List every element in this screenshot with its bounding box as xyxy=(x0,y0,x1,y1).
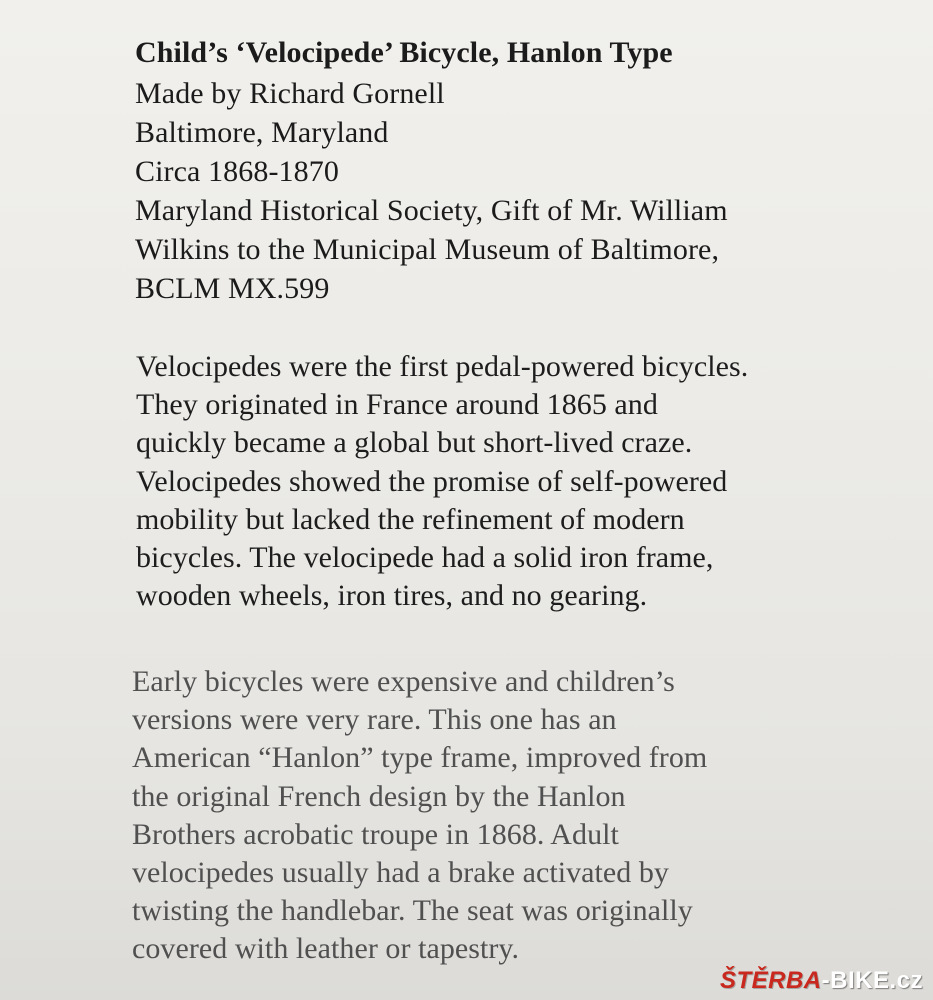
paragraph-2-line: Brothers acrobatic troupe in 1868. Adult xyxy=(132,817,619,851)
detail-accession-number: BCLM MX.599 xyxy=(135,272,330,305)
detail-credit-line-1: Maryland Historical Society, Gift of Mr. William xyxy=(135,194,728,227)
paragraph-2-line: velocipedes usually had a brake activated by xyxy=(132,856,669,890)
watermark-suffix: -BIKE.cz xyxy=(821,967,923,994)
paragraph-1-line: quickly became a global but short-lived craze. xyxy=(136,426,693,460)
paragraph-2-line: the original French design by the Hanlon xyxy=(132,779,626,813)
detail-place: Baltimore, Maryland xyxy=(135,116,389,149)
description-paragraph-1 xyxy=(136,348,926,615)
paragraph-1-line: bicycles. The velocipede had a solid iron frame, xyxy=(136,541,714,575)
paragraph-1-line: mobility but lacked the refinement of modern xyxy=(136,502,685,536)
watermark-brand: ŠTĚRBA xyxy=(719,967,822,994)
paragraph-1-line: wooden wheels, iron tires, and no gearing. xyxy=(136,579,648,613)
paragraph-1-line: They originated in France around 1865 and xyxy=(136,388,658,422)
label-header xyxy=(135,34,915,308)
paragraph-2-line: twisting the handlebar. The seat was originally xyxy=(132,894,693,928)
detail-maker: Made by Richard Gornell xyxy=(135,77,445,110)
description-paragraph-2 xyxy=(132,663,922,969)
paragraph-2-line: Early bicycles were expensive and children’s xyxy=(132,665,675,698)
label-title: Child’s ‘Velocipede’ Bicycle, Hanlon Type xyxy=(135,36,673,69)
paragraph-2-line: American “Hanlon” type frame, improved from xyxy=(132,741,708,775)
paragraph-1-line: Velocipedes were the first pedal-powered bicycles. xyxy=(136,350,749,383)
detail-credit-line-2: Wilkins to the Municipal Museum of Baltimore, xyxy=(135,233,720,266)
site-watermark xyxy=(720,966,923,996)
paragraph-1-line: Velocipedes showed the promise of self-powered xyxy=(136,464,728,498)
detail-date: Circa 1868-1870 xyxy=(135,155,339,188)
paragraph-2-line: covered with leather or tapestry. xyxy=(132,932,520,966)
paragraph-2-line: versions were very rare. This one has an xyxy=(132,703,617,737)
